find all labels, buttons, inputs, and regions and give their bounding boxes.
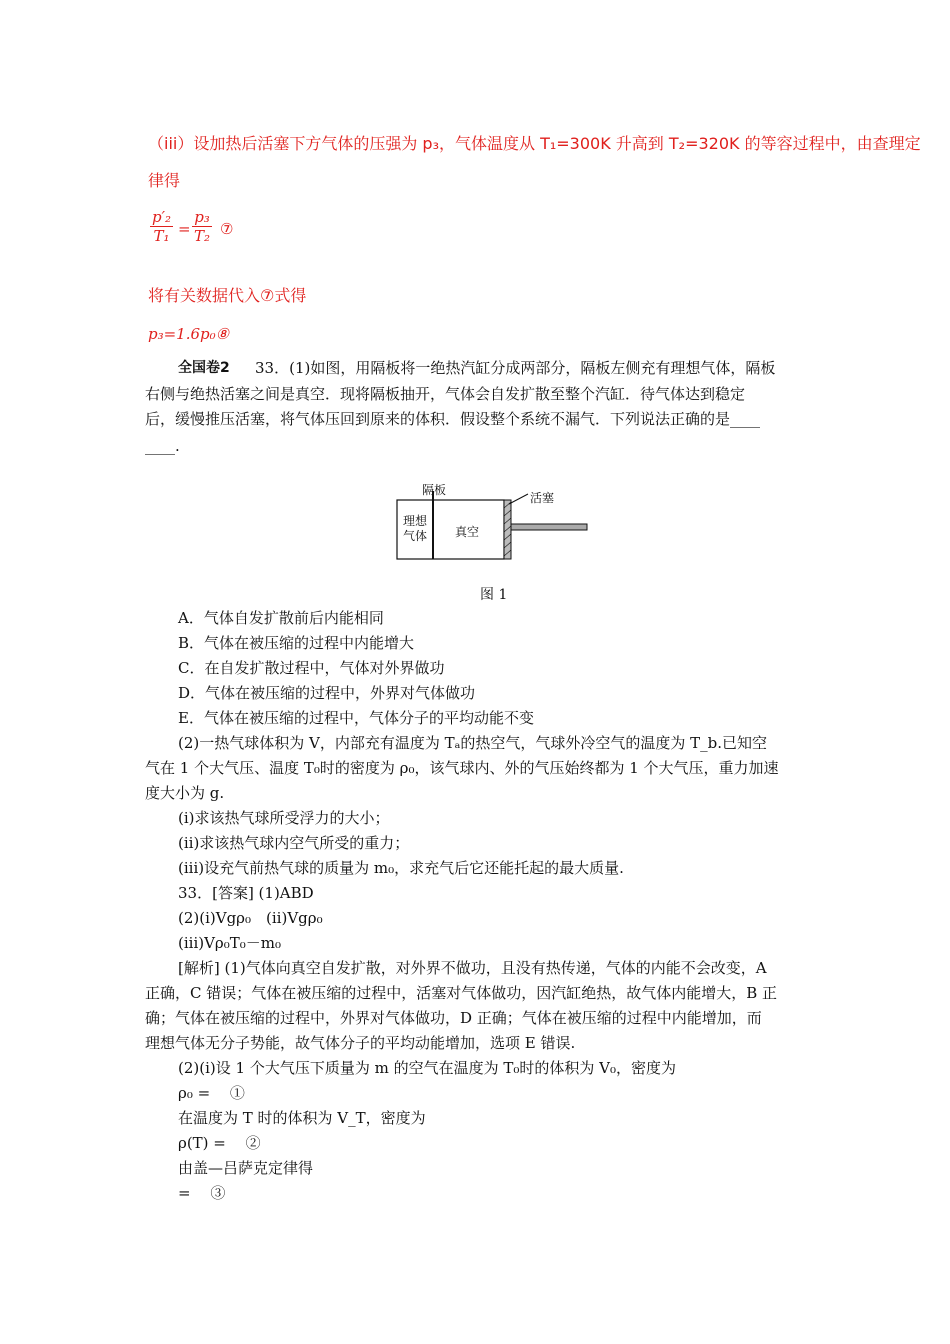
- fraction-left-numerator: p′₂: [152, 208, 172, 226]
- question-line-4: ____.: [145, 437, 180, 455]
- red-substitute: 将有关数据代入⑦式得: [148, 286, 307, 305]
- analysis-line-8: ρ(T) = ②: [178, 1134, 261, 1152]
- part2-q3: (iii)设充气前热气球的质量为 m₀，求充气后它还能托起的最大质量.: [178, 859, 624, 877]
- analysis-line-3: 确；气体在被压缩的过程中，外界对气体做功，D 正确；气体在被压缩的过程中内能增加，而: [145, 1009, 762, 1027]
- part2-line-3: 度大小为 g.: [145, 784, 225, 802]
- part2-line-1: (2)一热气球体积为 V，内部充有温度为 Tₐ的热空气，气球外冷空气的温度为 T_b.已知空: [178, 734, 768, 752]
- part2-q1: (ⅰ)求该热气球所受浮力的大小；: [178, 809, 390, 827]
- piston-label-leader: [509, 494, 528, 504]
- label-partition: 隔板: [422, 483, 447, 497]
- analysis-line-6: ρ₀ = ①: [178, 1084, 245, 1102]
- label-piston: 活塞: [530, 491, 555, 505]
- question-line-3: 后，缓慢推压活塞，将气体压回到原来的体积．假设整个系统不漏气．下列说法正确的是____: [145, 410, 761, 428]
- answer-line-2: (2)(ⅰ)Vgρ₀ (ⅱ)Vgρ₀: [178, 909, 323, 927]
- option-a: A．气体自发扩散前后内能相同: [178, 609, 384, 627]
- option-e: E．气体在被压缩的过程中，气体分子的平均动能不变: [178, 709, 534, 727]
- analysis-line-9: 由盖—吕萨克定律得: [178, 1159, 314, 1177]
- equation-mark: ⑦: [220, 220, 234, 238]
- analysis-line-10: = ③: [178, 1184, 226, 1202]
- question-line-1: 33．(1)如图，用隔板将一绝热汽缸分成两部分，隔板左侧充有理想气体，隔板: [255, 359, 776, 377]
- label-gas-line1: 理想: [403, 514, 428, 528]
- question-header: 全国卷2: [178, 360, 230, 376]
- part2-line-2: 气在 1 个大气压、温度 T₀时的密度为 ρ₀，该气球内、外的气压始终都为 1 个大气压，重力加速: [145, 759, 779, 777]
- analysis-line-2: 正确，C 错误；气体在被压缩的过程中，活塞对气体做功，因汽缸绝热，故气体内能增大，B 正: [145, 984, 778, 1002]
- red-line-2: 律得: [148, 171, 181, 190]
- part2-q2: (ⅱ)求该热气球内空气所受的重力；: [178, 834, 410, 852]
- fraction-right-denominator: T₂: [194, 227, 211, 245]
- analysis-line-4: 理想气体无分子势能，故气体分子的平均动能增加，选项 E 错误.: [145, 1034, 576, 1052]
- piston-block: [504, 500, 511, 559]
- option-d: D．气体在被压缩的过程中，外界对气体做功: [178, 684, 476, 702]
- analysis-line-7: 在温度为 T 时的体积为 V_T，密度为: [178, 1109, 426, 1127]
- label-vacuum: 真空: [455, 525, 480, 539]
- answer-line-3: (iii)Vρ₀T₀－m₀: [178, 934, 282, 952]
- option-c: C．在自发扩散过程中，气体对外界做功: [178, 659, 445, 677]
- red-result: p₃=1.6p₀⑧: [148, 325, 230, 343]
- equals-sign: =: [178, 220, 191, 238]
- fraction-left: [150, 208, 173, 245]
- figure-caption: 图 1: [480, 587, 508, 603]
- label-gas-line2: 气体: [403, 529, 428, 543]
- red-line-1: （iii）设加热后活塞下方气体的压强为 p₃，气体温度从 T₁=300K 升高到 T₂=320K 的等容过程中，由查理定: [148, 134, 921, 153]
- question-line-2: 右侧与绝热活塞之间是真空．现将隔板抽开，气体会自发扩散至整个汽缸．待气体达到稳定: [145, 385, 746, 403]
- piston-rod: [511, 524, 587, 530]
- analysis-line-1: [解析] (1)气体向真空自发扩散，对外界不做功，且没有热传递，气体的内能不会改变，A: [178, 959, 767, 977]
- answer-line-1: 33．[答案] (1)ABD: [178, 884, 314, 902]
- fraction-left-denominator: T₁: [153, 227, 170, 245]
- option-b: B．气体在被压缩的过程中内能增大: [178, 634, 415, 652]
- analysis-line-5: (2)(ⅰ)设 1 个大气压下质量为 m 的空气在温度为 T₀时的体积为 V₀，密度为: [178, 1059, 676, 1077]
- fraction-right: [192, 208, 212, 245]
- fraction-right-numerator: p₃: [192, 208, 212, 227]
